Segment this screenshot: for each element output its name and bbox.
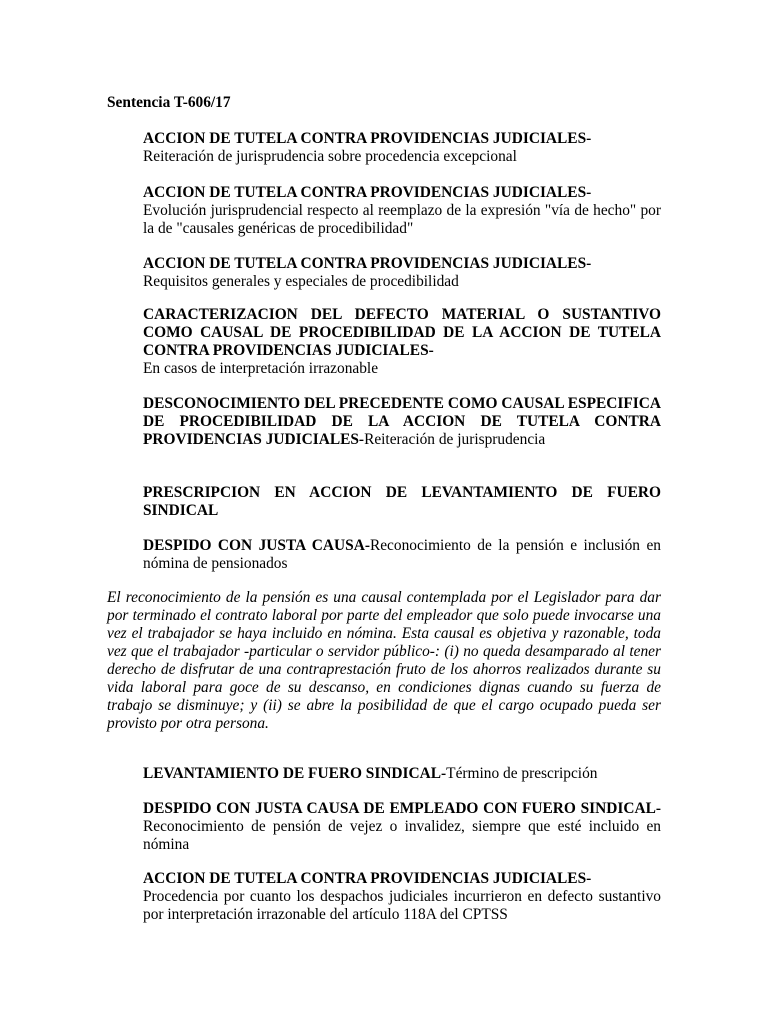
entry-7 — [143, 537, 661, 573]
entry-heading: DESPIDO CON JUSTA CAUSA DE EMPLEADO CON FUERO SINDICAL- — [143, 800, 661, 817]
italic-paragraph: El reconocimiento de la pensión es una causal contemplada por el Legislador para dar por terminado el contrato laboral por parte del empleador que solo puede invocarse una vez el trabajador se haya incluido en nómina. Esta causal es objetiva y razonable, toda vez que el trabajador -particular o servidor público-: (i) no queda desamparado al tener derecho de disfrutar de una contraprestación fruto de los ahorros realizados durante su vida laboral para goce de su descanso, en condiciones dignas cuando su fuerza de trabajo se disminuye; y (ii) se abre la posibilidad de que el cargo ocupado pueda ser provisto por otra persona. — [107, 589, 661, 732]
entry-heading: LEVANTAMIENTO DE FUERO SINDICAL- — [143, 765, 447, 782]
entry-text: Evolución jurisprudencial respecto al reemplazo de la expresión "vía de hecho" por la de "causales genéricas de procedibilidad" — [143, 202, 661, 237]
entry-heading: PRESCRIPCION EN ACCION DE LEVANTAMIENTO DE FUERO SINDICAL — [143, 484, 661, 519]
entry-3 — [143, 255, 661, 291]
entry-text: Reiteración de jurisprudencia — [364, 431, 546, 448]
entry-heading: DESPIDO CON JUSTA CAUSA- — [143, 537, 370, 554]
entry-9 — [143, 800, 661, 854]
entry-5 — [143, 395, 661, 449]
entry-4 — [143, 306, 661, 378]
entry-text: Reconocimiento de pensión de vejez o invalidez, siempre que esté incluido en nómina — [143, 818, 661, 853]
entry-1 — [143, 130, 661, 166]
entry-2 — [143, 184, 661, 238]
entry-heading: ACCION DE TUTELA CONTRA PROVIDENCIAS JUDICIALES- — [143, 870, 592, 887]
document-title: Sentencia T-606/17 — [107, 94, 231, 111]
entry-10 — [143, 870, 661, 924]
entry-text: Término de prescripción — [446, 765, 598, 782]
entry-heading: ACCION DE TUTELA CONTRA PROVIDENCIAS JUDICIALES- — [143, 130, 592, 147]
entry-heading: ACCION DE TUTELA CONTRA PROVIDENCIAS JUDICIALES- — [143, 184, 592, 201]
entry-text: Reconocimiento de la pensión e inclusión en nómina de pensionados — [143, 537, 661, 572]
entry-heading: ACCION DE TUTELA CONTRA PROVIDENCIAS JUDICIALES- — [143, 255, 592, 272]
entry-8 — [143, 765, 661, 783]
entry-6 — [143, 484, 661, 520]
entry-heading: DESCONOCIMIENTO DEL PRECEDENTE COMO CAUSAL ESPECIFICA DE PROCEDIBILIDAD DE LA ACCION DE TUTELA CONTRA PROVIDENCIAS JUDICIALES- — [143, 395, 661, 448]
entry-text: Reiteración de jurisprudencia sobre procedencia excepcional — [143, 148, 517, 165]
entry-text: Requisitos generales y especiales de procedibilidad — [143, 273, 459, 290]
entry-text: Procedencia por cuanto los despachos judiciales incurrieron en defecto sustantivo por interpretación irrazonable del artículo 118A del CPTSS — [143, 888, 661, 923]
entry-heading: CARACTERIZACION DEL DEFECTO MATERIAL O SUSTANTIVO COMO CAUSAL DE PROCEDIBILIDAD DE LA ACCION DE TUTELA CONTRA PROVIDENCIAS JUDICIALES- — [143, 306, 661, 359]
entry-text: En casos de interpretación irrazonable — [143, 360, 379, 377]
